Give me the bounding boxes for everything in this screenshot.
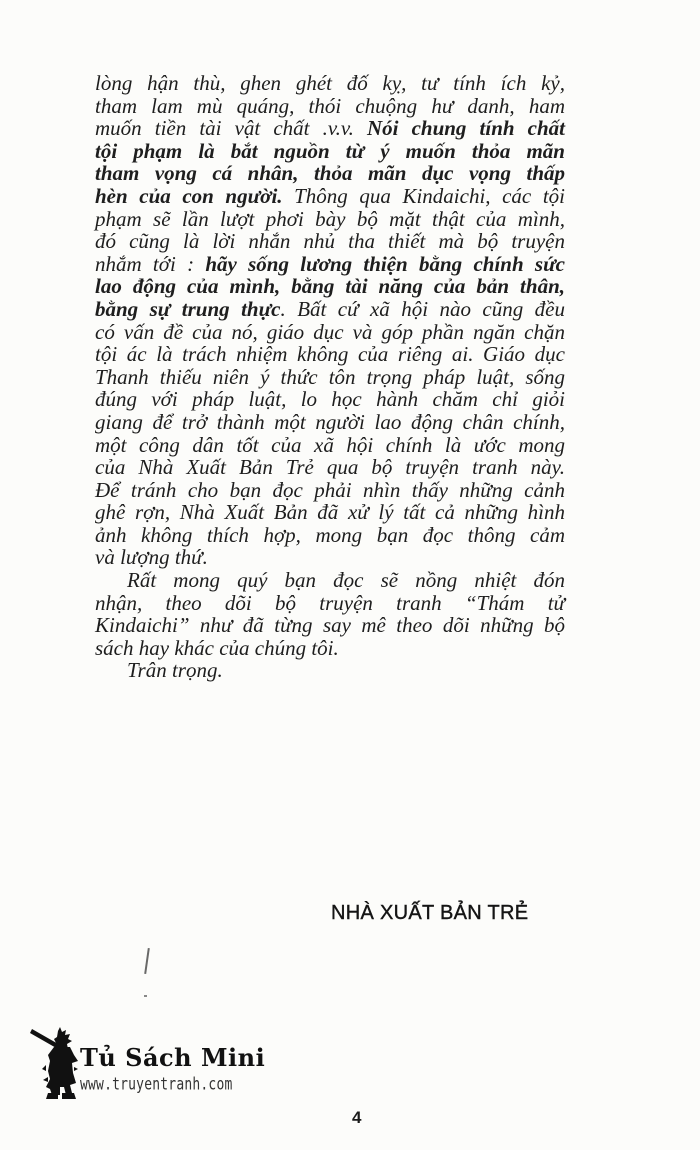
scan-artifact — [144, 995, 147, 997]
text-line: tội phạm là bắt nguồn từ ý muốn thỏa mãn — [95, 138, 565, 163]
logo-title: Tủ Sách Mini — [80, 1043, 266, 1072]
scan-artifact — [144, 948, 150, 974]
text-line: có vấn đề của nó, giáo dục và góp phần ngăn chặn — [95, 319, 565, 344]
text-line: ghê rợn, Nhà Xuất Bản đã xử lý tất cả những hình — [95, 500, 565, 525]
text-line: nhận, theo dõi bộ truyện tranh “Thám tử — [95, 590, 565, 615]
text-line: phạm sẽ lần lượt phơi bày bộ mặt thật của mình, — [95, 206, 565, 231]
text-line: và lượng thứ. — [95, 545, 208, 570]
text-line: tham lam mù quáng, thói chuộng hư danh, ham — [95, 93, 565, 118]
text-line: muốn tiền tài vật chất .v.v. Nói chung tính chất — [95, 116, 565, 141]
text-line: ảnh không thích hợp, mong bạn đọc thông cảm — [95, 522, 565, 547]
text-line: Để tránh cho bạn đọc phải nhìn thấy những cảnh — [95, 477, 565, 502]
text-line: của Nhà Xuất Bản Trẻ qua bộ truyện tranh này. — [95, 455, 565, 480]
closing-line: Trân trọng. — [127, 658, 223, 683]
text-line: Kindaichi” như đã từng say mê theo dõi những bộ — [95, 613, 565, 638]
text-line: Thanh thiếu niên ý thức tôn trọng pháp luật, sống — [95, 364, 565, 389]
text-line: tham vọng cá nhân, thỏa mãn dục vọng thấp — [95, 161, 565, 186]
text-line: một công dân tốt của xã hội chính là ước mong — [95, 432, 565, 457]
text-line: lòng hận thù, ghen ghét đố kỵ, tư tính ích kỷ, — [95, 71, 565, 95]
text-line: giang để trở thành một người lao động chân chính, — [95, 409, 565, 434]
page-number: 4 — [352, 1108, 362, 1127]
text-line: đúng với pháp luật, lo học hành chăm chỉ giỏi — [95, 387, 565, 412]
text-line: nhắm tới : hãy sống lương thiện bằng chính sức — [95, 251, 565, 276]
publisher-signature: NHÀ XUẤT BẢN TRẺ — [331, 902, 529, 924]
text-line: lao động của mình, bằng tài năng của bản thân, — [95, 274, 565, 299]
text-line: Rất mong quý bạn đọc sẽ nồng nhiệt đón — [127, 568, 565, 593]
text-line: đó cũng là lời nhắn nhủ tha thiết mà bộ truyện — [95, 229, 565, 254]
watermark-logo — [30, 1025, 266, 1100]
text-line: sách hay khác của chúng tôi. — [95, 635, 339, 660]
text-line: tội ác là trách nhiệm không của riêng ai. Giáo dục — [95, 342, 565, 367]
body-text — [95, 72, 565, 682]
text-line: bằng sự trung thực. Bất cứ xã hội nào cũng đều — [95, 296, 566, 321]
text-line: hèn của con người. Thông qua Kindaichi, các tội — [95, 183, 565, 208]
logo-url: www.truyentranh.com — [80, 1075, 233, 1095]
